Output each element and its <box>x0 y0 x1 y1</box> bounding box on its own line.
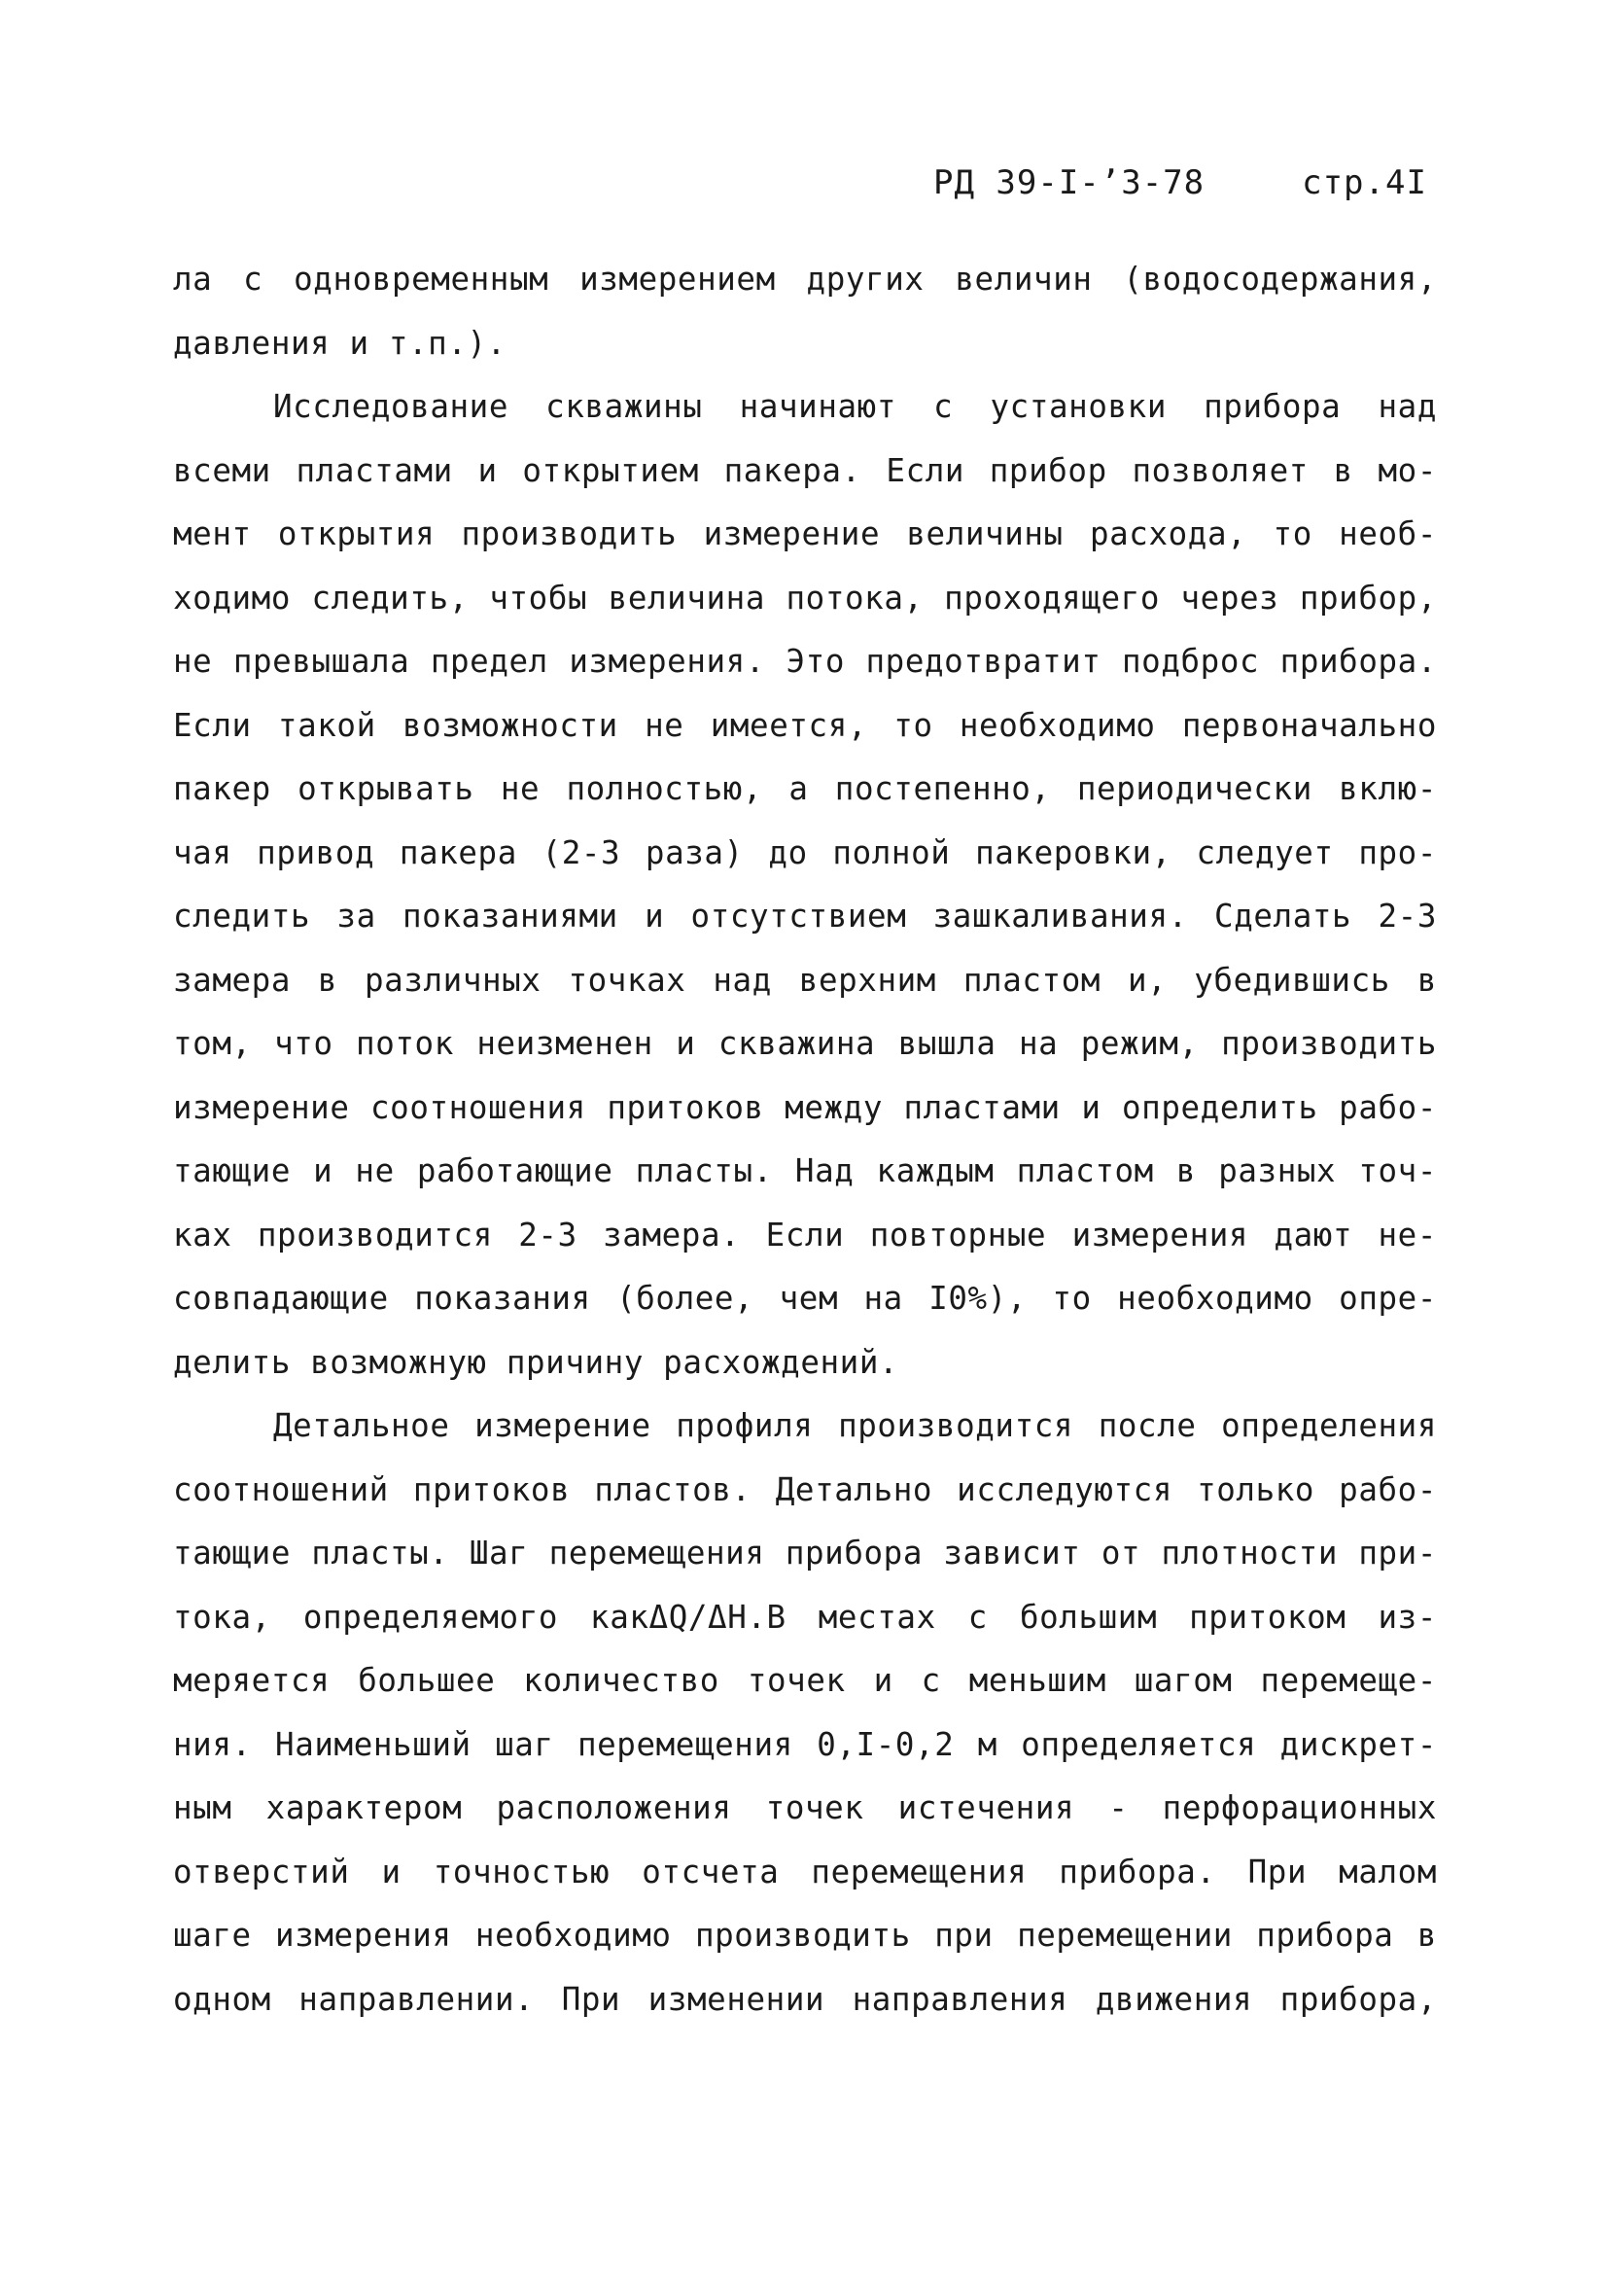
text-line: ным характером расположения точек истечения - перфорационных <box>173 1789 1437 1826</box>
document-code: РД 39-I-ʼ3-78 <box>933 163 1206 202</box>
text-line: всеми пластами и открытием пакера. Если прибор позволяет в мо- <box>173 451 1437 489</box>
paragraph <box>173 1395 1437 2031</box>
text-line: пакер открывать не полностью, а постепенно, периодически вклю- <box>173 770 1437 807</box>
page-number: стр.4I <box>1302 163 1427 202</box>
text-line: тающие и не работающие пласты. Над каждым пластом в разных точ- <box>173 1152 1437 1189</box>
text-line: ках производится 2-3 замера. Если повторные измерения дают не- <box>173 1216 1437 1254</box>
text-line: меряется большее количество точек и с меньшим шагом перемеще- <box>173 1662 1437 1699</box>
body-text <box>173 248 1437 2031</box>
text-line: мент открытия производить измерение величины расхода, то необ- <box>173 515 1437 552</box>
text-line: ла с одновременным измерением других величин (водосодержания, <box>173 261 1437 298</box>
text-line: измерение соотношения притоков между пластами и определить рабо- <box>173 1088 1437 1126</box>
text-line: ходимо следить, чтобы величина потока, проходящего через прибор, <box>173 579 1437 617</box>
paragraph <box>173 248 1437 375</box>
text-line: следить за показаниями и отсутствием зашкаливания. Сделать 2-3 <box>173 898 1437 935</box>
text-line: давления и т.п.). <box>173 324 507 362</box>
text-line: Если такой возможности не имеется, то необходимо первоначально <box>173 706 1437 744</box>
text-line: шаге измерения необходимо производить при перемещении прибора в <box>173 1917 1437 1954</box>
text-line: замера в различных точках над верхним пластом и, убедившись в <box>173 961 1437 999</box>
paragraph <box>173 375 1437 1395</box>
text-line: ния. Наименьший шаг перемещения 0,I-0,2 м определяется дискрет- <box>173 1725 1437 1763</box>
text-line: соотношений притоков пластов. Детально исследуются только рабо- <box>173 1470 1437 1508</box>
text-line: совпадающие показания (более, чем на I0%), то необходимо опре- <box>173 1280 1437 1317</box>
text-line: делить возможную причину расхождений. <box>173 1343 899 1381</box>
text-line: одном направлении. При изменении направления движения прибора, <box>173 1980 1437 2018</box>
text-line: Исследование скважины начинают с установки прибора над <box>273 388 1437 425</box>
text-line: отверстий и точностью отсчета перемещения прибора. При малом <box>173 1853 1437 1890</box>
text-line: тающие пласты. Шаг перемещения прибора зависит от плотности при- <box>173 1535 1437 1572</box>
text-line: чая привод пакера (2-3 раза) до полной пакеровки, следует про- <box>173 833 1437 871</box>
text-line: тока, определяемого какΔQ/ΔH.В местах с большим притоком из- <box>173 1598 1437 1636</box>
text-line: Детальное измерение профиля производится после определения <box>273 1407 1437 1444</box>
text-line: том, что поток неизменен и скважина вышла на режим, производить <box>173 1025 1437 1062</box>
page-header <box>933 163 1427 202</box>
text-line: не превышала предел измерения. Это предотвратит подброс прибора. <box>173 643 1437 680</box>
